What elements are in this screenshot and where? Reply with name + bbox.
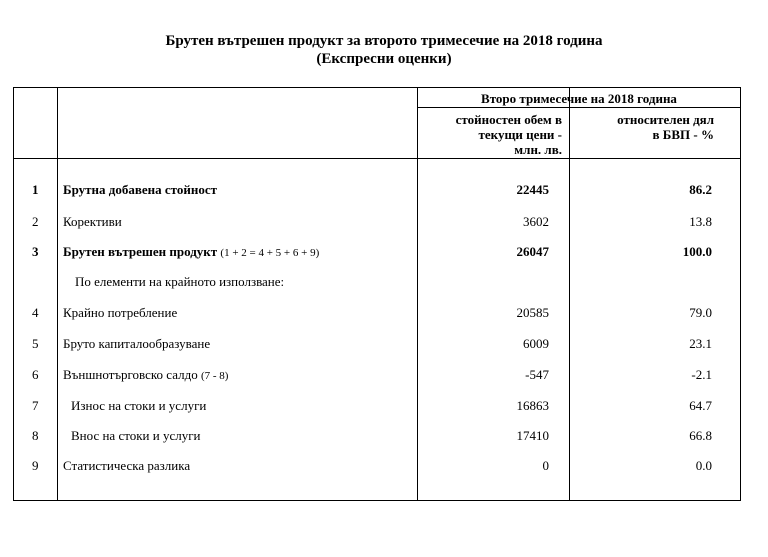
row-value: 26047 — [516, 244, 549, 259]
row-number: 1 — [32, 182, 39, 197]
row-note: (1 + 2 = 4 + 5 + 6 + 9) — [220, 247, 320, 259]
row-label: Брутна добавена стойност — [63, 182, 218, 197]
table-row — [14, 180, 742, 200]
row-number: 5 — [32, 336, 39, 351]
page-subtitle: (Експресни оценки) — [316, 51, 452, 67]
row-value: 16863 — [516, 398, 549, 413]
row-share: 64.7 — [689, 398, 712, 413]
section-label-row — [14, 272, 742, 292]
row-value: 6009 — [523, 336, 549, 351]
table-row — [14, 365, 742, 385]
table-row — [14, 396, 742, 416]
row-number: 2 — [32, 214, 39, 229]
row-number: 3 — [32, 244, 39, 259]
row-value: 3602 — [523, 214, 549, 229]
header-divider — [14, 158, 740, 159]
row-share: 100.0 — [682, 244, 712, 259]
row-number: 6 — [32, 367, 39, 382]
row-number: 7 — [32, 398, 39, 413]
group-header: Второ тримесечие на 2018 година — [481, 91, 677, 106]
row-label: Статистическа разлика — [63, 458, 191, 473]
table-row — [14, 212, 742, 232]
row-share: -2.1 — [691, 367, 712, 382]
table-row — [14, 303, 742, 323]
table-row — [14, 334, 742, 354]
row-number: 8 — [32, 428, 39, 443]
row-share: 0.0 — [695, 458, 712, 473]
row-value: -547 — [525, 367, 549, 382]
column-header-share: относителен дял в БВП - % — [617, 112, 714, 142]
row-value: 0 — [542, 458, 549, 473]
row-label: Брутен вътрешен продукт (1 + 2 = 4 + 5 + 6 + 9) — [63, 244, 320, 259]
row-value: 22445 — [516, 182, 549, 197]
row-value: 17410 — [516, 428, 549, 443]
row-label: Износ на стоки и услуги — [71, 398, 207, 413]
column-header-value: стойностен обем в текущи цени - млн. лв. — [455, 112, 562, 157]
row-label: Бруто капиталообразуване — [63, 336, 211, 351]
table-row — [14, 456, 742, 476]
row-share: 79.0 — [689, 305, 712, 320]
row-label: Външнотърговско салдо (7 - 8) — [63, 367, 229, 382]
section-label: По елементи на крайното използване: — [75, 274, 285, 289]
header-divider — [417, 107, 740, 108]
row-label: Корективи — [63, 214, 122, 229]
row-number: 4 — [32, 305, 39, 320]
row-label: Крайно потребление — [63, 305, 178, 320]
row-number: 9 — [32, 458, 39, 473]
row-share: 13.8 — [689, 214, 712, 229]
page-title: Брутен вътрешен продукт за второто тримесечие на 2018 година — [165, 33, 603, 49]
row-label: Внос на стоки и услуги — [71, 428, 201, 443]
table-row — [14, 242, 742, 262]
row-share: 86.2 — [689, 182, 712, 197]
gdp-table — [13, 87, 741, 501]
row-note: (7 - 8) — [200, 370, 229, 382]
row-share: 23.1 — [689, 336, 712, 351]
table-row — [14, 426, 742, 446]
row-share: 66.8 — [689, 428, 712, 443]
row-value: 20585 — [516, 305, 549, 320]
